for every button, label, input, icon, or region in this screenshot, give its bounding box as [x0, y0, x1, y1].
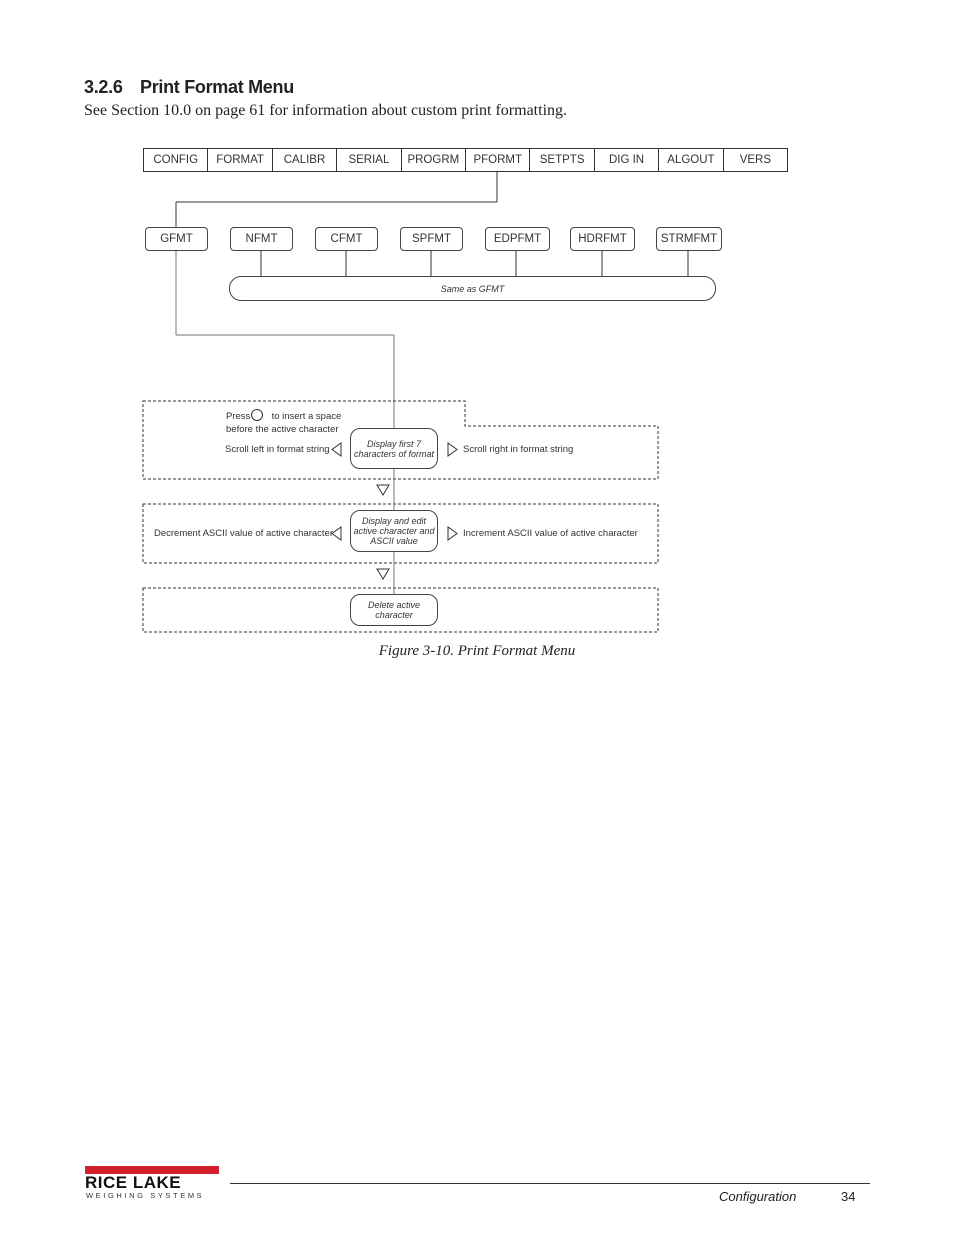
page-number: 34 [841, 1189, 856, 1204]
submenu-strmfmt[interactable]: STRMFMT [656, 227, 722, 251]
submenu-nfmt[interactable]: NFMT [230, 227, 293, 251]
submenu-cfmt[interactable]: CFMT [315, 227, 378, 251]
logo-main-text: RICE LAKE [85, 1173, 182, 1192]
scroll-left-label: Scroll left in format string [225, 444, 330, 455]
menu-setpts[interactable]: SETPTS [530, 149, 594, 171]
submenu-edpfmt[interactable]: EDPFMT [485, 227, 550, 251]
submenu-gfmt[interactable]: GFMT [145, 227, 208, 251]
menu-format[interactable]: FORMAT [208, 149, 272, 171]
row3-center-line1: Delete active [367, 600, 421, 610]
intro-text: See Section 10.0 on page 61 for information about custom print formatting. [84, 102, 568, 119]
display-first-7-pill [350, 428, 438, 469]
row3-center-line2: character [375, 610, 413, 620]
press-word: Press [226, 411, 251, 422]
press-hint [226, 410, 341, 436]
same-as-gfmt-pill: Same as GFMT [229, 276, 716, 301]
row2-center-line3: ASCII value [370, 536, 418, 546]
row1-center-line2: characters of format [353, 448, 435, 459]
menu-serial[interactable]: SERIAL [337, 149, 401, 171]
menu-pformt[interactable]: PFORMT [466, 149, 530, 171]
increment-label: Increment ASCII value of active character [463, 528, 638, 539]
display-edit-pill [350, 510, 438, 552]
figure-caption: Figure 3-10. Print Format Menu [378, 643, 576, 659]
menu-algout[interactable]: ALGOUT [659, 149, 723, 171]
press-rest: to insert a space [271, 411, 342, 422]
submenu-hdrfmt[interactable]: HDRFMT [570, 227, 635, 251]
delete-active-pill [350, 594, 438, 626]
logo-sub-text: WEIGHING SYSTEMS [86, 1191, 205, 1200]
footer-section: Configuration [719, 1189, 797, 1204]
menu-vers[interactable]: VERS [739, 154, 772, 166]
menu-dig-in[interactable]: DIG IN [595, 149, 659, 171]
press-line2: before the active character [226, 424, 339, 435]
menu-bar [143, 148, 788, 172]
decrement-label: Decrement ASCII value of active character [154, 528, 333, 539]
section-title: Print Format Menu [140, 77, 294, 97]
submenu-spfmt[interactable]: SPFMT [400, 227, 463, 251]
row2-center-line2: active character and [353, 526, 435, 536]
scroll-right-label: Scroll right in format string [463, 444, 574, 455]
row2-center-line1: Display and edit [361, 516, 427, 526]
menu-progrm[interactable]: PROGRM [402, 149, 466, 171]
footer-rule [230, 1183, 870, 1184]
row1-center-line1: Display first 7 [366, 438, 421, 449]
menu-calibr[interactable]: CALIBR [273, 149, 337, 171]
section-number: 3.2.6 [84, 77, 123, 97]
menu-config[interactable]: CONFIG [144, 149, 208, 171]
